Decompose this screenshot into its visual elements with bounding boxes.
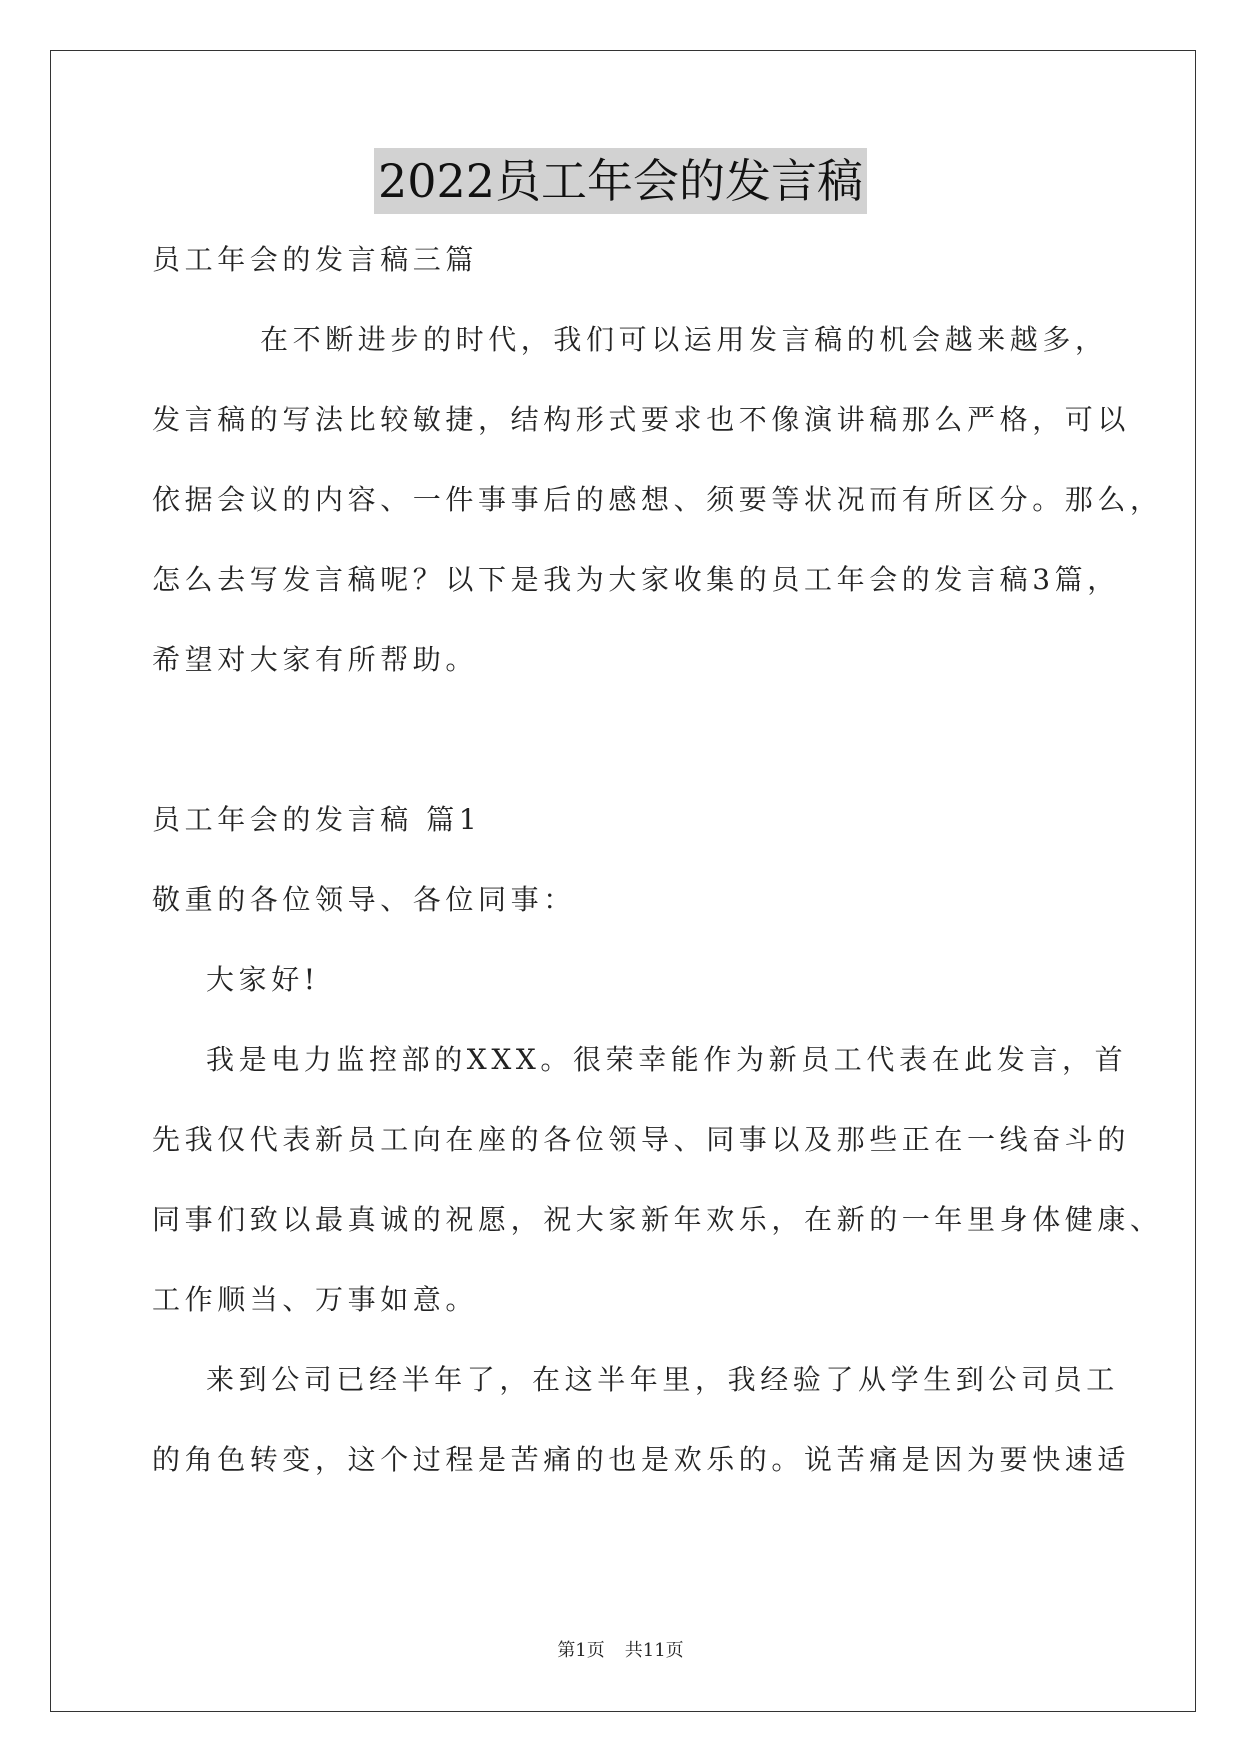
greeting-line: 大家好! — [152, 963, 320, 996]
body-line: 来到公司已经半年了，在这半年里，我经验了从学生到公司员工 — [152, 1363, 1119, 1396]
body-line: 怎么去写发言稿呢？以下是我为大家收集的员工年会的发言稿3篇， — [152, 563, 1120, 596]
page-footer — [0, 1636, 1241, 1662]
document-title: 2022员工年会的发言稿 — [374, 148, 867, 214]
body-line: 工作顺当、万事如意。 — [152, 1283, 479, 1316]
body-line: 先我仅代表新员工向在座的各位领导、同事以及那些正在一线奋斗的 — [152, 1123, 1131, 1156]
body-line: 依据会议的内容、一件事事后的感想、须要等状况而有所区分。那么， — [152, 483, 1163, 516]
body-line: 发言稿的写法比较敏捷，结构形式要求也不像演讲稿那么严格，可以 — [152, 403, 1131, 436]
title-container — [0, 148, 1241, 214]
page-total: 共11页 — [624, 1640, 684, 1661]
body-line: 同事们致以最真诚的祝愿，祝大家新年欢乐，在新的一年里身体健康、 — [152, 1203, 1163, 1236]
section-heading: 员工年会的发言稿 篇1 — [152, 803, 482, 836]
body-line: 在不断进步的时代，我们可以运用发言稿的机会越来越多， — [152, 323, 1108, 356]
body-line: 的角色转变，这个过程是苦痛的也是欢乐的。说苦痛是因为要快速适 — [152, 1443, 1131, 1476]
page-number: 第1页 — [557, 1640, 605, 1661]
body-line: 希望对大家有所帮助。 — [152, 643, 479, 676]
salutation-line: 敬重的各位领导、各位同事： — [152, 883, 576, 916]
body-line: 我是电力监控部的XXX。很荣幸能作为新员工代表在此发言，首 — [152, 1043, 1128, 1076]
subtitle-line: 员工年会的发言稿三篇 — [152, 243, 479, 276]
